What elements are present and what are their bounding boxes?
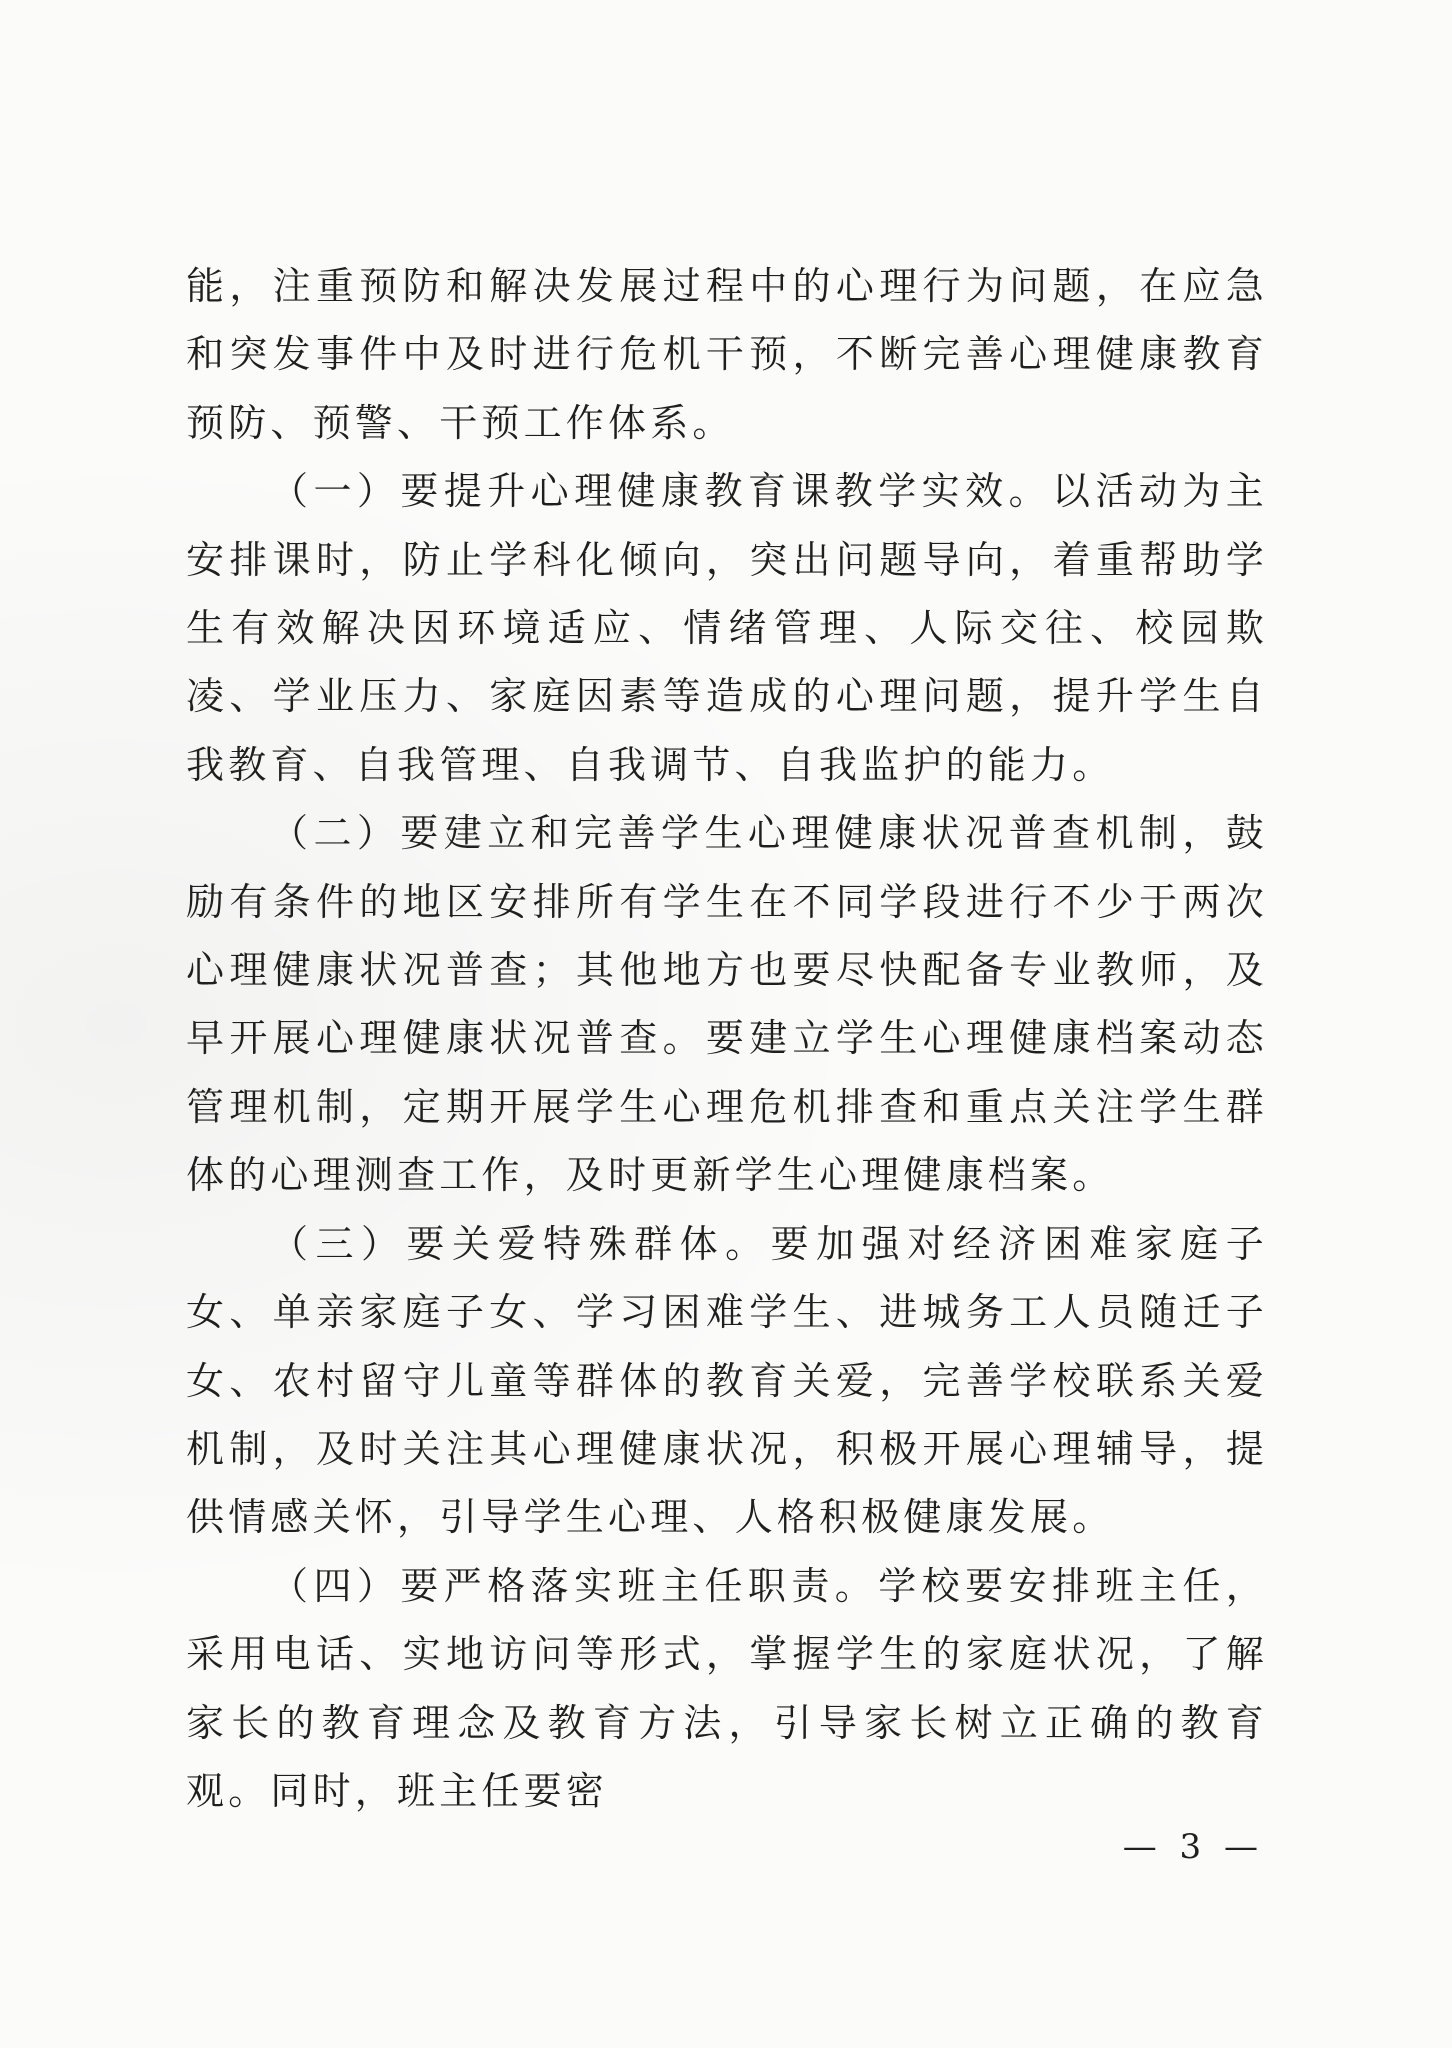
paragraph-section-1: （一）要提升心理健康教育课教学实效。以活动为主安排课时，防止学科化倾向，突出问题导向，着重帮助学生有效解决因环境适应、情绪管理、人际交往、校园欺凌、学业压力、家庭因素等造成的心理问题，提升学生自我教育、自我管理、自我调节、自我监护的能力。 (186, 469, 1268, 787)
document-body (186, 252, 1268, 1825)
paragraph-section-3: （三）要关爱特殊群体。要加强对经济困难家庭子女、单亲家庭子女、学习困难学生、进城务工人员随迁子女、农村留守儿童等群体的教育关爱，完善学校联系关爱机制，及时关注其心理健康状况，积极开展心理辅导，提供情感关怀，引导学生心理、人格积极健康发展。 (186, 1221, 1268, 1540)
paragraph-section-2: （二）要建立和完善学生心理健康状况普查机制，鼓励有条件的地区安排所有学生在不同学段进行不少于两次心理健康状况普查；其他地方也要尽快配备专业教师，及早开展心理健康状况普查。要建立学生心理健康档案动态管理机制，定期开展学生心理危机排查和重点关注学生群体的心理测查工作，及时更新学生心理健康档案。 (186, 811, 1268, 1198)
paragraph-section-4: （四）要严格落实班主任职责。学校要安排班主任，采用电话、实地访问等形式，掌握学生的家庭状况，了解家长的教育理念及教育方法，引导家长树立正确的教育观。同时，班主任要密 (186, 1563, 1268, 1813)
paragraph-continuation: 能，注重预防和解决发展过程中的心理行为问题，在应急和突发事件中及时进行危机干预，不断完善心理健康教育预防、预警、干预工作体系。 (186, 264, 1268, 445)
page-number: — 3 — (1122, 1827, 1264, 1867)
